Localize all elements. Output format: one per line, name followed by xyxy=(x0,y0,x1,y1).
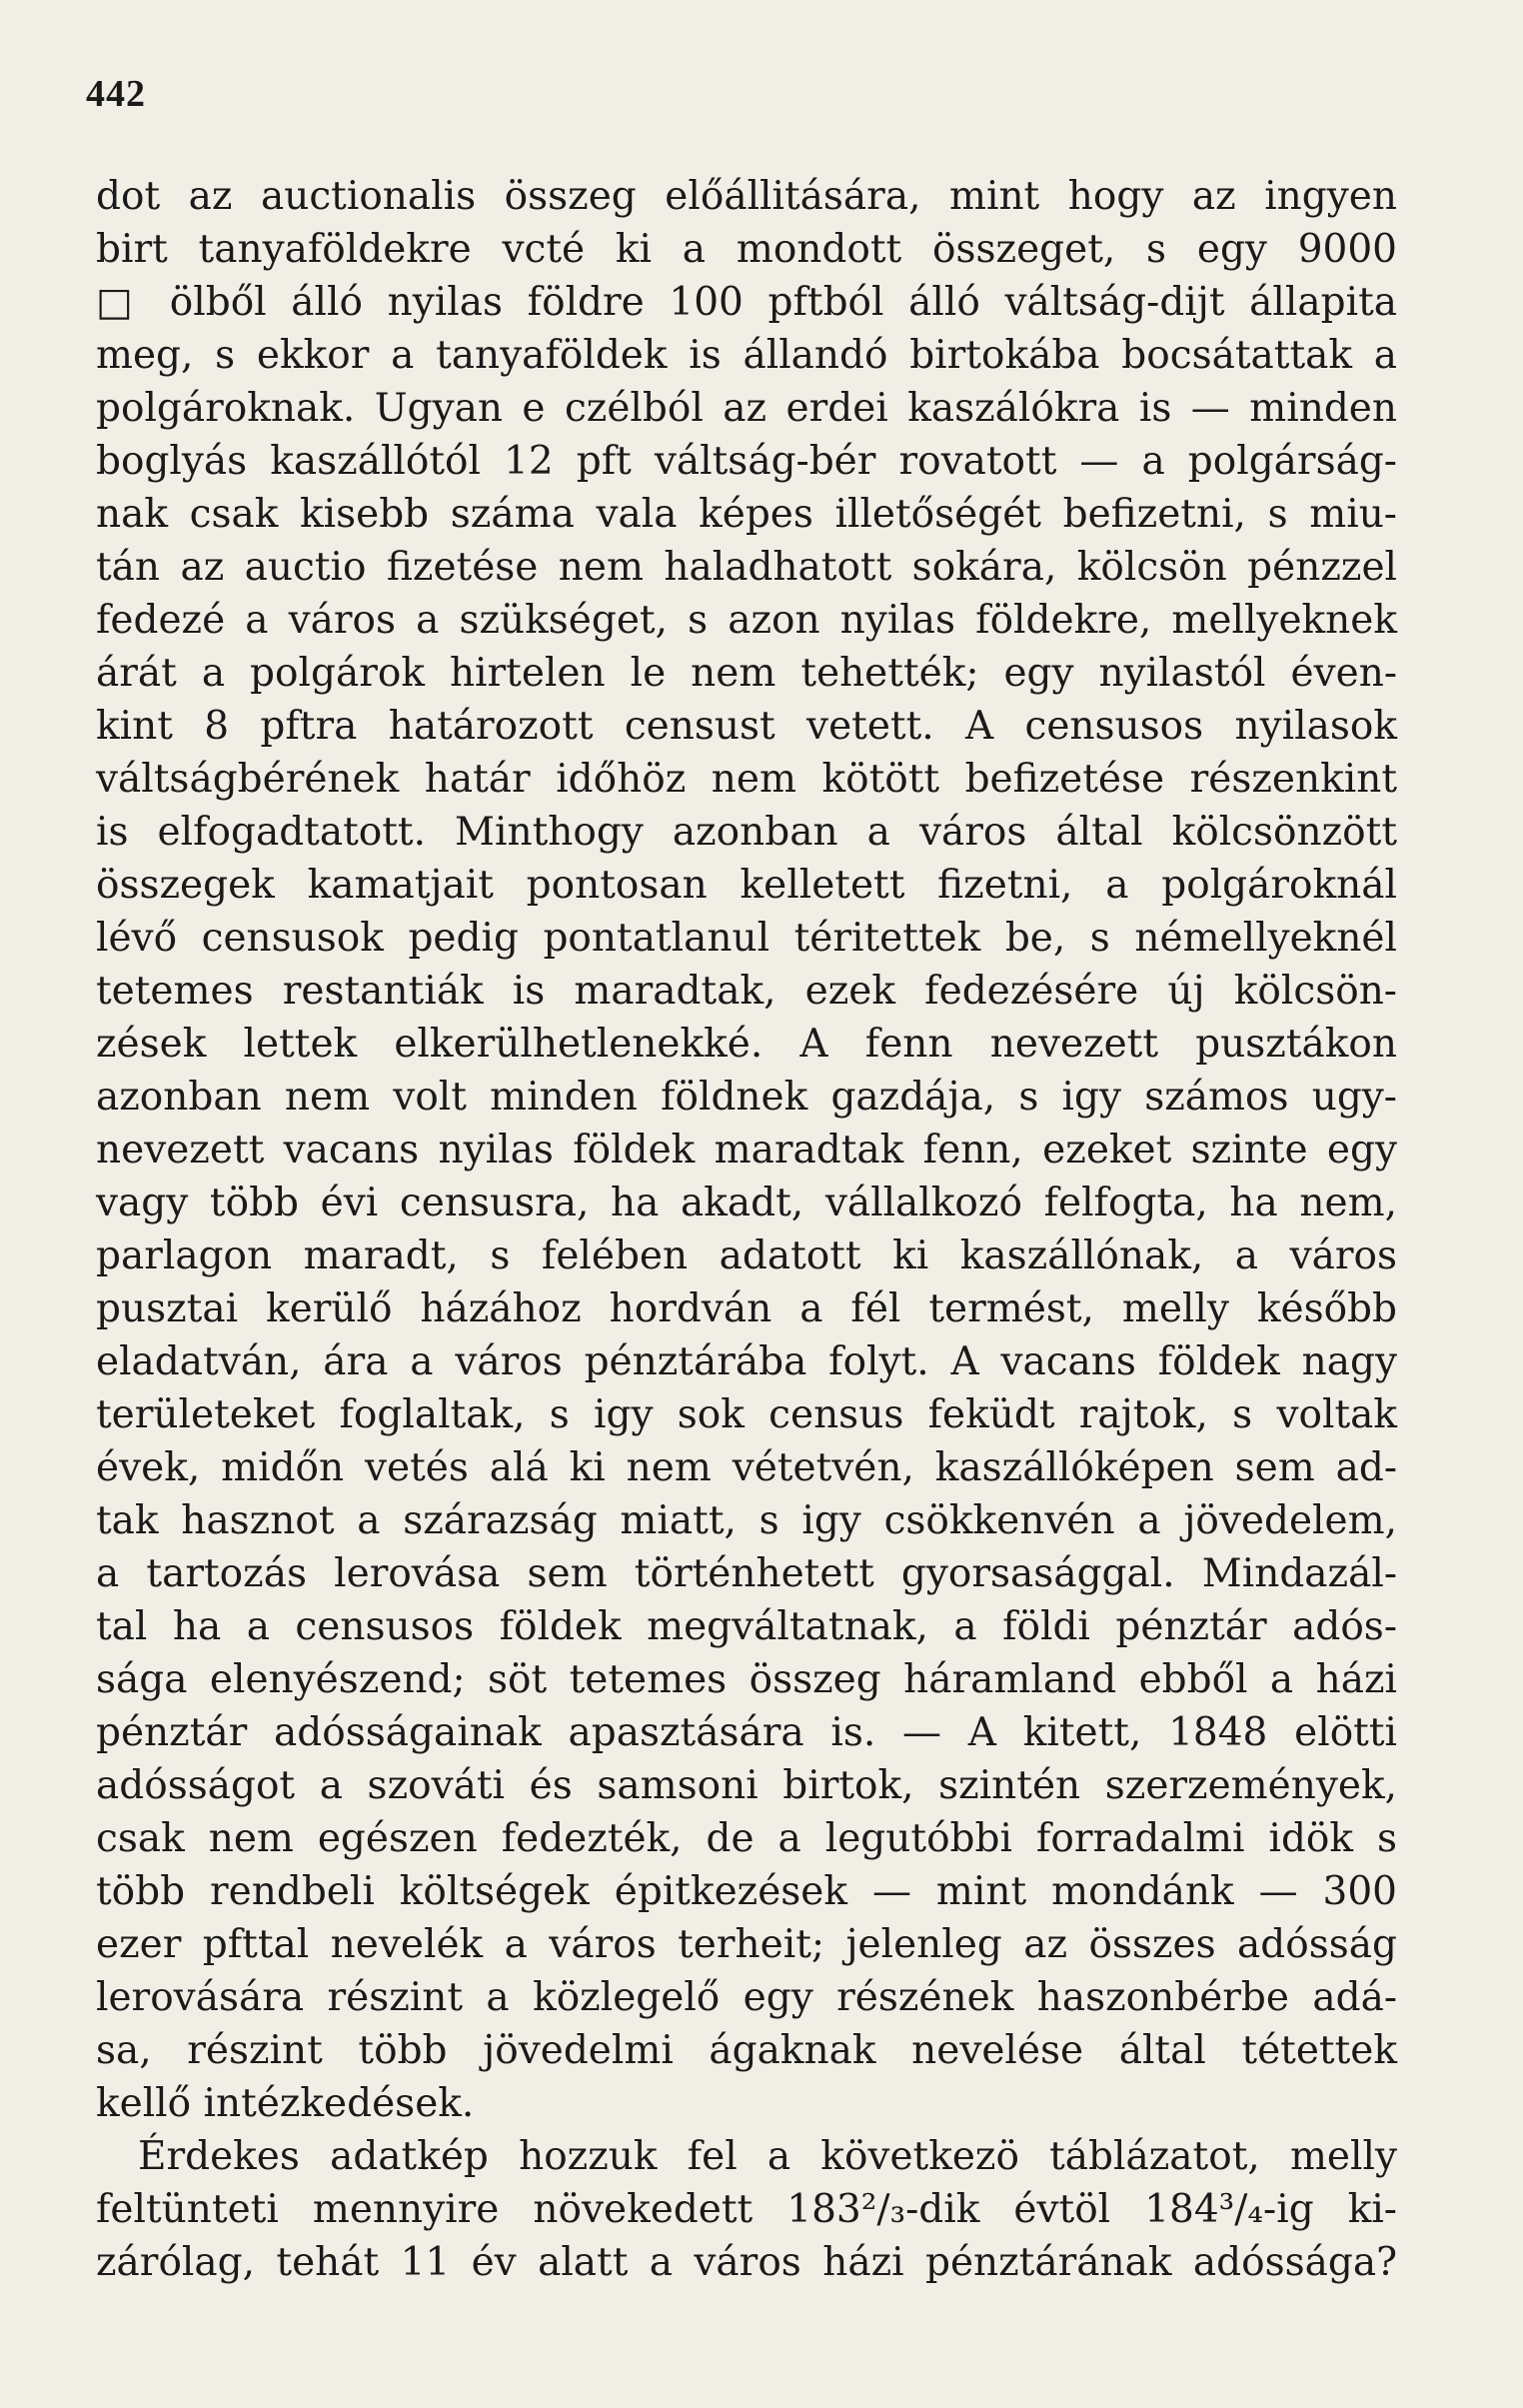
text-line: birt tanyaföldekre vcté ki a mondott összeget, s egy 9000 xyxy=(96,227,1397,272)
text-line: lévő censusok pedig pontatlanul téritettek be, s némellyeknél xyxy=(96,916,1397,961)
text-line: azonban nem volt minden földnek gazdája, s igy számos ugy- xyxy=(96,1075,1397,1120)
text-line: tetemes restantiák is maradtak, ezek fedezésére új kölcsön- xyxy=(96,969,1397,1014)
text-line: lerovására részint a közlegelő egy részének haszonbérbe adá- xyxy=(96,1975,1397,2020)
text-line: kellő intézkedések. xyxy=(96,2081,475,2126)
text-line: csak nem egészen fedezték, de a legutóbbi forradalmi idök s xyxy=(96,1816,1397,1861)
text-line: több rendbeli költségek épitkezések — mint mondánk — 300 xyxy=(96,1869,1397,1914)
text-line: a tartozás lerovása sem történhetett gyorsasággal. Mindazál- xyxy=(96,1551,1397,1596)
text-line: Érdekes adatkép hozzuk fel a következö táblázatot, melly xyxy=(138,2134,1397,2179)
text-line: parlagon maradt, s felében adatott ki kaszállónak, a város xyxy=(96,1233,1397,1278)
text-line: tal ha a censusos földek megváltatnak, a földi pénztár adós- xyxy=(96,1604,1397,1649)
text-line: pusztai kerülő házához hordván a fél termést, melly később xyxy=(96,1286,1397,1331)
text-line: összegek kamatjait pontosan kelletett fizetni, a polgároknál xyxy=(96,863,1397,908)
page-number: 442 xyxy=(86,73,146,115)
text-line: polgároknak. Ugyan e czélból az erdei kaszálókra is — minden xyxy=(96,386,1397,431)
text-line: eladatván, ára a város pénztárába folyt. A vacans földek nagy xyxy=(96,1339,1397,1384)
text-line: boglyás kaszállótól 12 pft váltság-bér rovatott — a polgárság- xyxy=(96,439,1397,484)
text-line: meg, s ekkor a tanyaföldek is állandó birtokába bocsátattak a xyxy=(96,333,1397,378)
text-line: kint 8 pftra határozott censust vetett. A censusos nyilasok xyxy=(96,704,1397,749)
text-line: árát a polgárok hirtelen le nem tehették; egy nyilastól éven- xyxy=(96,651,1397,696)
text-line: tak hasznot a szárazság miatt, s igy csökkenvén a jövedelem, xyxy=(96,1498,1397,1543)
text-line: adósságot a szováti és samsoni birtok, szintén szerzemények, xyxy=(96,1763,1397,1808)
text-line: vagy több évi censusra, ha akadt, vállalkozó felfogta, ha nem, xyxy=(96,1181,1397,1225)
text-line: □ ölből álló nyilas földre 100 pftból álló váltság-dijt állapita xyxy=(96,280,1397,325)
text-line: váltságbérének határ időhöz nem kötött befizetése részenkint xyxy=(96,757,1397,802)
text-line: pénztár adósságainak apasztására is. — A kitett, 1848 elötti xyxy=(96,1710,1397,1755)
text-line: ezer pfttal nevelék a város terheit; jelenleg az összes adósság xyxy=(96,1922,1397,1967)
text-line: sága elenyészend; söt tetemes összeg háramland ebből a házi xyxy=(96,1657,1397,1702)
text-line: tán az auctio fizetése nem haladhatott sokára, kölcsön pénzzel xyxy=(96,545,1397,590)
text-line: fedezé a város a szükséget, s azon nyilas földekre, mellyeknek xyxy=(96,598,1397,643)
text-line: területeket foglaltak, s igy sok census feküdt rajtok, s voltak xyxy=(96,1392,1397,1437)
text-line: is elfogadtatott. Minthogy azonban a város által kölcsönzött xyxy=(96,810,1397,855)
text-line: nak csak kisebb száma vala képes illetőségét befizetni, s miu- xyxy=(96,492,1397,537)
text-line: feltünteti mennyire növekedett 183²/₃-dik évtöl 184³/₄-ig ki- xyxy=(96,2187,1397,2232)
text-line: nevezett vacans nyilas földek maradtak fenn, ezeket szinte egy xyxy=(96,1128,1397,1173)
text-line: évek, midőn vetés alá ki nem vétetvén, kaszállóképen sem ad- xyxy=(96,1445,1397,1490)
text-line: zárólag, tehát 11 év alatt a város házi pénztárának adóssága? xyxy=(96,2240,1397,2285)
text-line: zések lettek elkerülhetlenekké. A fenn nevezett pusztákon xyxy=(96,1022,1397,1067)
text-line: dot az auctionalis összeg előállitására, mint hogy az ingyen xyxy=(96,174,1397,219)
body-text xyxy=(96,170,1397,2289)
text-line: sa, részint több jövedelmi ágaknak nevelése által tétettek xyxy=(96,2028,1397,2073)
